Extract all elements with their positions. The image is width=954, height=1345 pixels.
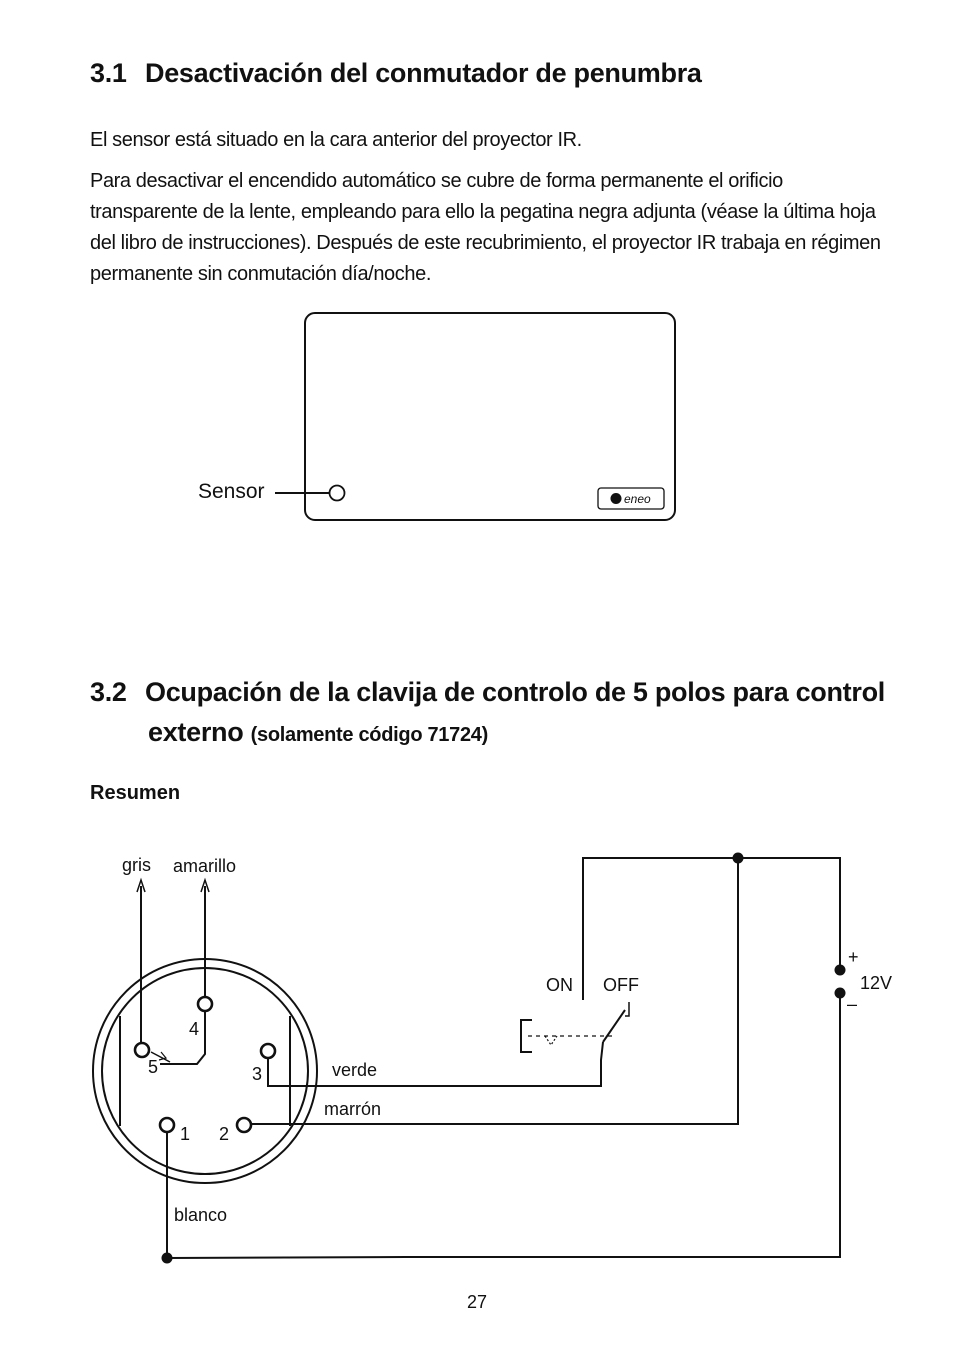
section-title: Desactivación del conmutador de penumbra — [145, 58, 702, 88]
wire-negative-to-pin1 — [167, 1257, 405, 1258]
label-verde: verde — [332, 1060, 378, 1080]
pin-2-icon — [237, 1118, 251, 1132]
pin-3-icon — [261, 1044, 275, 1058]
page-number: 27 — [466, 1292, 488, 1312]
switch-linkage-detent — [545, 1036, 557, 1045]
label-switch-off: OFF — [603, 975, 639, 995]
paragraph-deactivation: Para desactivar el encendido automático se cubre de forma permanente el orificio transparente de la lente, empleando para ello la pegatina negra adjunta (véase la última hoja del libro de instrucciones). Después de este recubrimiento, el proyector IR trabaja en régimen permanente sin conmutación día/noche. — [90, 170, 881, 285]
terminal-positive-dot — [835, 965, 846, 976]
section-title-line1: Ocupación de la clavija de controlo de 5 polos para control — [145, 677, 885, 707]
label-pin-2: 2 — [219, 1124, 230, 1144]
label-pin-3: 3 — [252, 1064, 263, 1084]
subheading-resumen: Resumen — [90, 782, 181, 804]
label-pin-5: 5 — [148, 1057, 159, 1077]
section-number: 3.2 — [90, 677, 127, 707]
pin-4-icon — [198, 997, 212, 1011]
label-switch-on: ON — [546, 975, 573, 995]
wire-marron — [252, 858, 738, 1124]
label-gris: gris — [122, 855, 152, 875]
label-blanco: blanco — [174, 1205, 228, 1225]
switch-lever — [603, 1010, 625, 1042]
logo-text: eneo — [624, 492, 651, 506]
label-plus: + — [848, 947, 859, 967]
wire-verde — [268, 1042, 603, 1086]
switch-off-contact — [625, 1002, 629, 1016]
pin-1-icon — [160, 1118, 174, 1132]
label-marron: marrón — [324, 1099, 382, 1119]
label-voltage: 12V — [860, 973, 893, 993]
section-title-line2: externo — [148, 717, 244, 747]
terminal-negative-dot — [835, 988, 846, 999]
pin-5-icon — [135, 1043, 149, 1057]
paragraph-sensor-location: El sensor está situado en la cara anterior del proyector IR. — [90, 129, 582, 151]
label-pin-4: 4 — [189, 1019, 200, 1039]
junction-dot — [162, 1253, 173, 1264]
sensor-label: Sensor — [198, 480, 265, 503]
wire-positive-rail — [738, 858, 840, 970]
label-minus: – — [847, 994, 858, 1014]
section-number: 3.1 — [90, 58, 127, 88]
junction-dot — [733, 853, 744, 864]
label-amarillo: amarillo — [173, 856, 237, 876]
section-title-note: (solamente código 71724) — [250, 724, 488, 746]
label-pin-1: 1 — [180, 1124, 191, 1144]
